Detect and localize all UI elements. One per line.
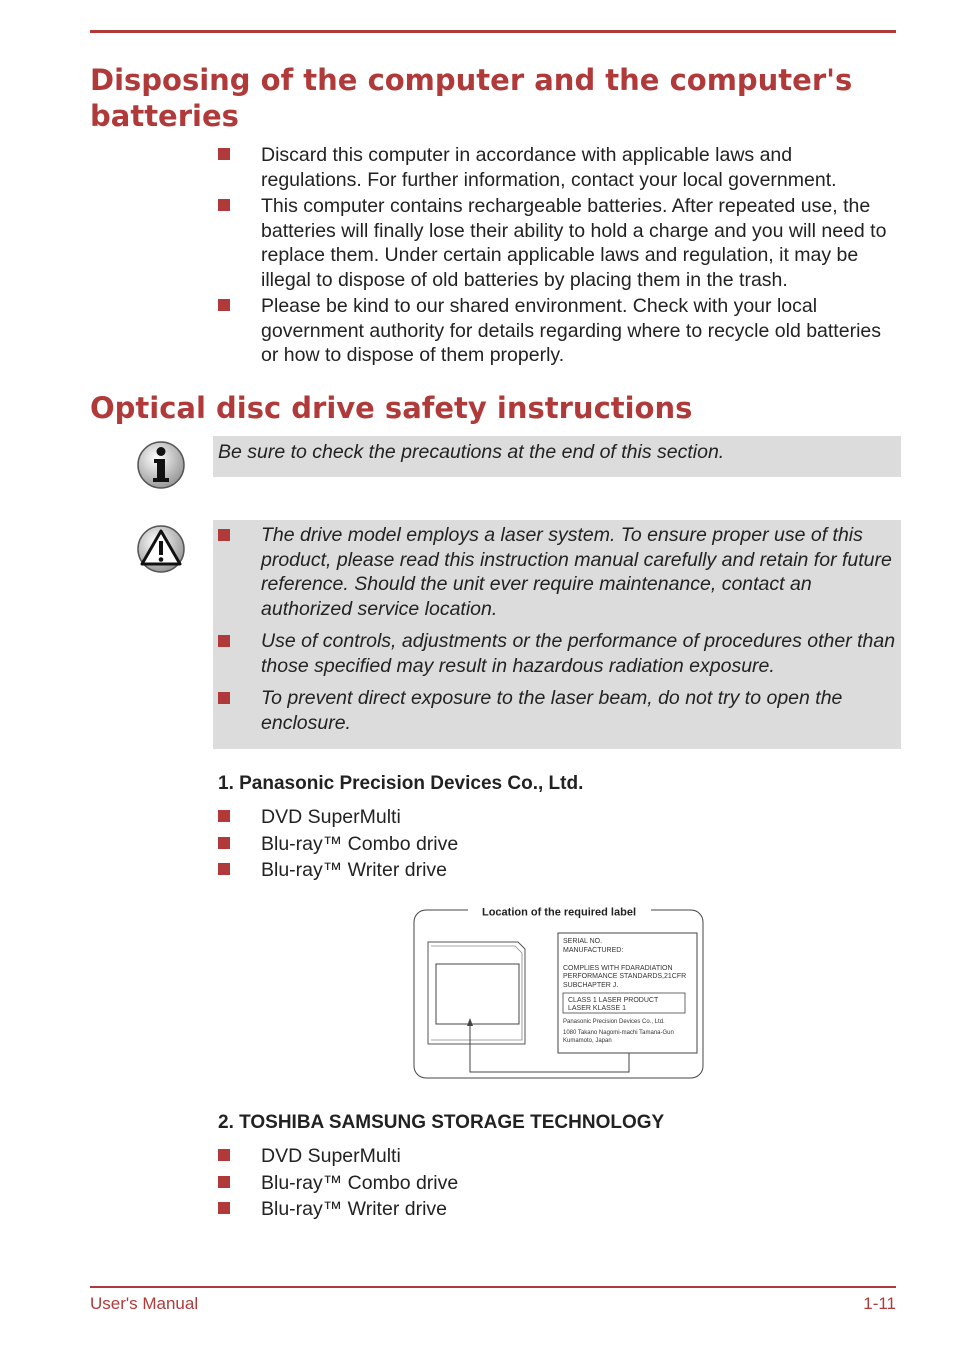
header-rule <box>90 30 896 33</box>
disposal-list <box>215 143 895 370</box>
bullet-square-icon <box>218 837 230 849</box>
info-note <box>213 436 901 477</box>
laser-class-text: CLASS 1 LASER PRODUCT <box>568 997 659 1004</box>
bullet-square-icon <box>218 1176 230 1188</box>
manufacturer-heading: 1. Panasonic Precision Devices Co., Ltd. <box>218 773 584 794</box>
list-item: Blu-ray™ Combo drive <box>215 1171 895 1196</box>
warning-list <box>213 523 901 743</box>
bullet-square-icon <box>218 1202 230 1214</box>
section-title-optical: Optical disc drive safety instructions <box>90 391 693 425</box>
bullet-square-icon <box>218 863 230 875</box>
list-item: This computer contains rechargeable batteries. After repeated use, the batteries will finally lose their ability to hold a charge and you will need to replace them. Under certain applicable laws and regulation, it may be illegal to dispose of old batteries by placing them in the trash. <box>215 194 895 292</box>
info-note-text: Be sure to check the precautions at the end of this section. <box>218 441 725 463</box>
label-manufactured-text: MANUFACTURED: <box>563 947 624 954</box>
bullet-square-icon <box>218 299 230 311</box>
list-item: To prevent direct exposure to the laser beam, do not try to open the enclosure. <box>213 686 901 735</box>
label-compliance-text: COMPLIES WITH FDARADIATION <box>563 965 673 972</box>
maker-address-text: 1080 Takano Nagomi-machi Tamana-Gun <box>563 1030 674 1036</box>
bullet-square-icon <box>218 199 230 211</box>
footer-rule <box>90 1286 896 1288</box>
list-item: DVD SuperMulti <box>215 805 895 830</box>
page-number: 1-11 <box>863 1294 896 1313</box>
bullet-square-icon <box>218 692 230 704</box>
label-compliance-text: SUBCHAPTER J. <box>563 982 619 989</box>
info-icon <box>136 440 186 490</box>
label-compliance-text: PERFORMANCE STANDARDS,21CFR <box>563 973 687 980</box>
list-item: The drive model employs a laser system. To ensure proper use of this product, please read this instruction manual carefully and retain for future reference. Should the unit ever require maintenance, contact an authorized service location. <box>213 523 901 621</box>
figure-caption: Location of the required label <box>481 906 637 919</box>
label-serial-text: SERIAL NO. <box>563 938 603 945</box>
list-item: Blu-ray™ Writer drive <box>215 858 895 883</box>
laser-class-text: LASER KLASSE 1 <box>568 1005 626 1012</box>
maker-address-text: Kumamoto, Japan <box>563 1038 612 1044</box>
maker-name-text: Panasonic Precision Devices Co., Ltd. <box>563 1019 665 1025</box>
bullet-square-icon <box>218 810 230 822</box>
bullet-square-icon <box>218 529 230 541</box>
drive-list <box>215 805 895 885</box>
label-location-figure <box>413 902 705 1082</box>
warning-icon <box>136 524 186 574</box>
list-item: DVD SuperMulti <box>215 1144 895 1169</box>
manufacturer-heading: 2. TOSHIBA SAMSUNG STORAGE TECHNOLOGY <box>218 1112 665 1133</box>
list-item: Blu-ray™ Writer drive <box>215 1197 895 1222</box>
bullet-square-icon <box>218 148 230 160</box>
warning-note <box>213 520 901 749</box>
list-item: Discard this computer in accordance with applicable laws and regulations. For further information, contact your local government. <box>215 143 895 192</box>
list-item: Please be kind to our shared environment. Check with your local government authority for details regarding where to recycle old batteries or how to dispose of them properly. <box>215 294 895 368</box>
bullet-square-icon <box>218 1149 230 1161</box>
section-title-disposal: Disposing of the computer and the computer's batteries <box>90 63 853 133</box>
bullet-square-icon <box>218 635 230 647</box>
drive-list <box>215 1144 895 1224</box>
list-item: Use of controls, adjustments or the performance of procedures other than those specified may result in hazardous radiation exposure. <box>213 629 901 678</box>
footer-manual-title: User's Manual <box>90 1294 199 1313</box>
list-item: Blu-ray™ Combo drive <box>215 832 895 857</box>
